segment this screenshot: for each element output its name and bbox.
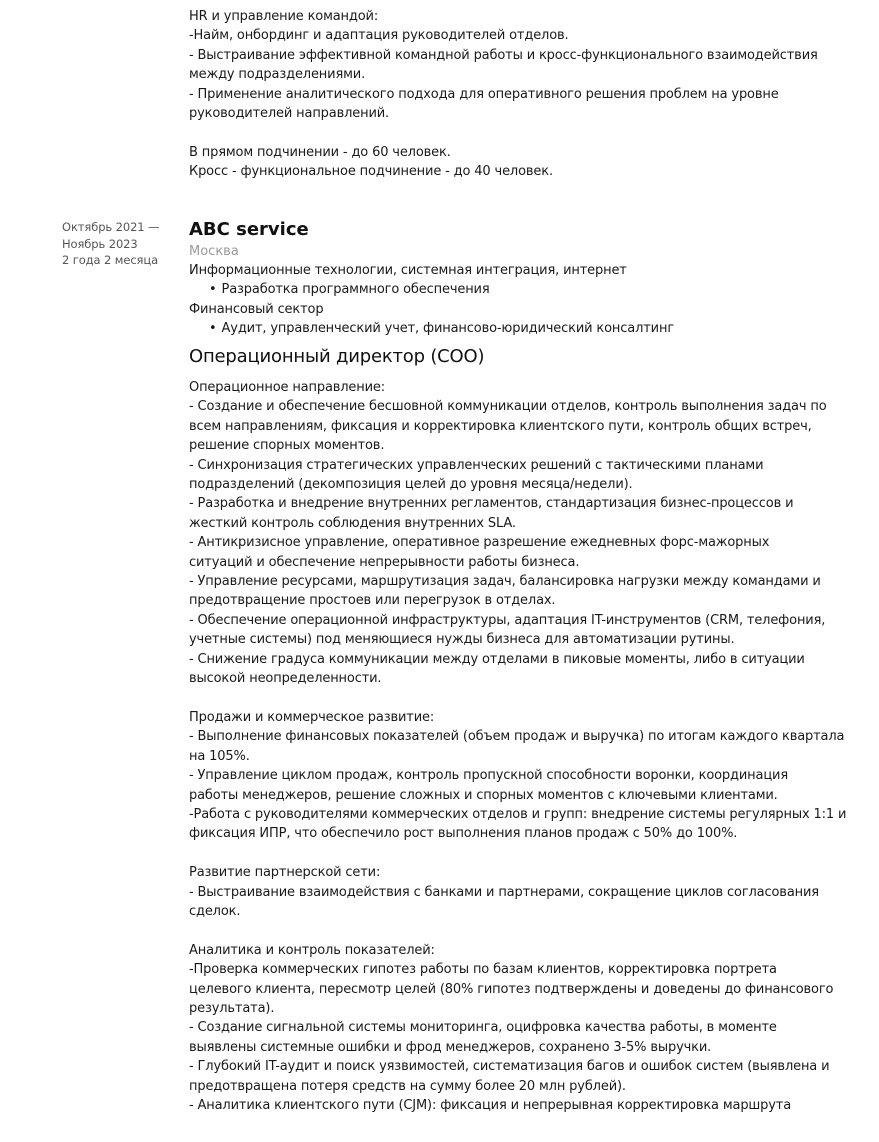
text-line: ситуаций и обеспечение непрерывности работы бизнеса. <box>189 554 580 570</box>
text-line: руководителей направлений. <box>189 106 390 122</box>
period-duration: 2 года 2 месяца <box>62 253 159 267</box>
text-line: - Применение аналитического подхода для оперативного решения проблем на уровне <box>189 86 779 102</box>
text-line: - Создание сигнальной системы мониторинга, оцифровка качества работы, в моменте <box>189 1020 777 1036</box>
text-line: сделок. <box>189 903 241 919</box>
text-line: -Проверка коммерческих гипотез работы по базам клиентов, корректировка портрета <box>189 962 777 978</box>
text-line: фиксация ИПР, что обеспечило рост выполнения планов продаж с 50% до 100%. <box>189 826 738 842</box>
industry-item-label: Разработка программного обеспечения <box>221 282 490 298</box>
company-name: ABC service <box>189 219 309 240</box>
text-line: - Глубокий IT-аудит и поиск уязвимостей, систематизация багов и ошибок систем (выявлена и <box>189 1059 830 1075</box>
text-line: - Создание и обеспечение бесшовной коммуникации отделов, контроль выполнения задач по <box>189 399 827 415</box>
text-line: высокой неопределенности. <box>189 671 382 687</box>
industry-item <box>189 280 849 299</box>
paragraph-gap <box>189 689 849 708</box>
text-line: всем направлениям, фиксация и корректировка клиентского пути, контроль общих встреч, <box>189 418 812 434</box>
text-line: -Работа с руководителями коммерческих отделов и групп: внедрение системы регулярных 1:1 и <box>189 806 847 822</box>
text-line: - Выполнение финансовых показателей (объем продаж и выручка) по итогам каждого квартала <box>189 729 845 745</box>
text-line: - Управление ресурсами, маршрутизация задач, балансировка нагрузки между командами и <box>189 574 821 590</box>
previous-job-description <box>189 7 849 182</box>
paragraph-gap <box>189 844 849 863</box>
bullet-icon: • <box>209 282 217 298</box>
text-line: - Выстраивание эффективной командной работы и кросс-функционального взаимодействия <box>189 47 818 63</box>
industry-name: Финансовый сектор <box>189 301 324 317</box>
text-line: предотвращена потеря средств на сумму более 20 млн рублей). <box>189 1078 626 1094</box>
text-line: Продажи и коммерческое развитие: <box>189 709 435 725</box>
text-line: решение спорных моментов. <box>189 438 385 454</box>
experience-period <box>62 219 159 269</box>
text-line: - Аналитика клиентского пути (CJM): фиксация и непрерывная корректировка маршрута <box>189 1097 792 1113</box>
industry-name: Информационные технологии, системная интеграция, интернет <box>189 263 627 278</box>
text-line: подразделений (декомпозиция целей до уровня месяца/недели). <box>189 477 633 493</box>
text-line: жесткий контроль соблюдения внутренних SLA. <box>189 515 516 531</box>
text-line: работы менеджеров, решение сложных и спорных моментов с ключевыми клиентами. <box>189 787 778 803</box>
text-line: - Управление циклом продаж, контроль пропускной способности воронки, координация <box>189 768 789 784</box>
industry-item-label: Аудит, управленческий учет, финансово-юридический консалтинг <box>221 321 674 337</box>
text-line: - Антикризисное управление, оперативное разрешение ежедневных форс-мажорных <box>189 535 770 551</box>
text-line: Операционное направление: <box>189 380 386 395</box>
period-start: Октябрь 2021 — <box>62 220 160 234</box>
text-line: - Выстраивание взаимодействия с банками и партнерами, сокращение циклов согласования <box>189 884 819 900</box>
text-line: результата). <box>189 1000 275 1016</box>
bullet-icon: • <box>209 321 217 337</box>
text-line: Аналитика и контроль показателей: <box>189 942 435 958</box>
text-line: выявлены системные ошибки и фрод менеджеров, сохранено 3-5% выручки. <box>189 1039 712 1055</box>
paragraph-gap <box>189 123 849 142</box>
text-line: целевого клиента, пересмотр целей (80% гипотез подтверждены и доведены до финансового <box>189 981 834 997</box>
text-line: учетные системы) под меняющиеся нужды бизнеса для автоматизации рутины. <box>189 632 735 648</box>
text-line: между подразделениями. <box>189 67 366 83</box>
industry-item <box>189 319 849 338</box>
paragraph-gap <box>189 921 849 940</box>
text-line: - Снижение градуса коммуникации между отделами в пиковые моменты, либо в ситуации <box>189 651 805 667</box>
company-city: Москва <box>189 244 239 259</box>
text-line: Развитие партнерской сети: <box>189 865 381 881</box>
text-line: на 105%. <box>189 748 250 764</box>
text-line: HR и управление командой: <box>189 9 379 24</box>
period-end: Ноябрь 2023 <box>62 236 138 251</box>
text-line: -Найм, онбординг и адаптация руководителей отделов. <box>189 28 569 44</box>
text-line: - Обеспечение операционной инфраструктуры, адаптация IT-инструментов (CRM, телефония, <box>189 612 826 628</box>
text-line: - Разработка и внедрение внутренних регламентов, стандартизация бизнес-процессов и <box>189 496 794 512</box>
position-description <box>189 378 849 1115</box>
text-line: Кросс - функциональное подчинение - до 40 человек. <box>189 164 553 180</box>
text-line: - Синхронизация стратегических управленческих решений с тактическими планами <box>189 457 764 473</box>
position-title: Операционный директор (COO) <box>189 346 485 367</box>
text-line: предотвращение простоев или перегрузок в отделах. <box>189 593 556 609</box>
company-industries <box>189 261 849 339</box>
text-line: В прямом подчинении - до 60 человек. <box>189 144 451 160</box>
